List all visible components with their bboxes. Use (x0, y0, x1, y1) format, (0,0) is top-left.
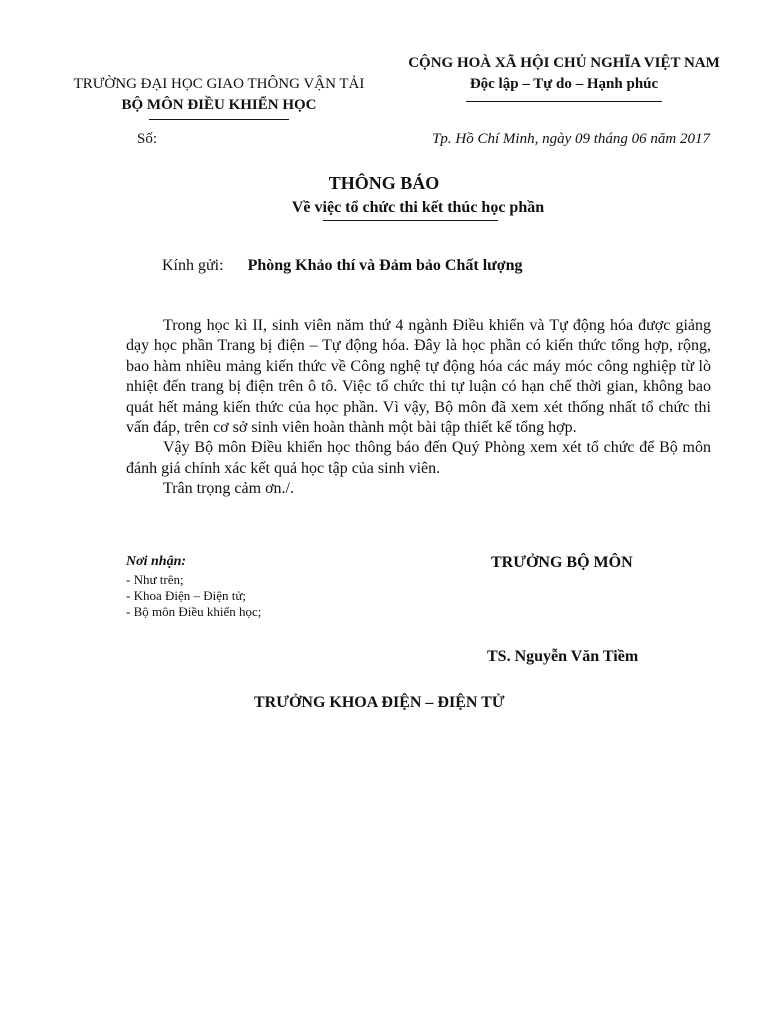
subtitle-underline (323, 220, 498, 221)
recipient-label: Kính gửi: (162, 257, 224, 274)
recipient-line (162, 257, 523, 275)
national-header (396, 53, 732, 102)
document-subtitle: Về việc tổ chức thi kết thúc học phần (291, 199, 545, 216)
distribution-heading: Nơi nhận: (126, 554, 187, 569)
university-name: TRƯỜNG ĐẠI HỌC GIAO THÔNG VẬN TẢI (73, 76, 365, 92)
body-paragraph-1: Trong học kì II, sinh viên năm thứ 4 ngành Điều khiển và Tự động hóa được giảng dạy học phần Trang bị điện – Tự động hóa. Đây là học phần có kiến thức tổng hợp, rộng, bao hàm nhiều mảng kiến thức về Công nghệ tự động hóa các máy móc công nghiệp từ lò nhiệt đến trang bị điện trên ô tô. Việc tổ chức thi tự luận có hạn chế thời gian, không bao quát hết mảng kiến thức của học phần. Vì vậy, Bộ môn đã xem xét thống nhất tổ chức thi vấn đáp, trên cơ sở sinh viên hoàn thành một bài tập thiết kế tổng hợp. (126, 317, 711, 437)
sender-organization (60, 74, 378, 120)
department-underline (149, 119, 289, 120)
document-number-label: Số: (137, 131, 158, 147)
signer-title: TRƯỞNG BỘ MÔN (491, 554, 633, 571)
body-closing: Trân trọng cảm ơn./. (163, 480, 294, 498)
motto-underline (466, 101, 662, 102)
body-paragraph-2: Vậy Bộ môn Điều khiển học thông báo đến Quý Phòng xem xét tổ chức để Bộ môn đánh giá chính xác kết quả học tập của sinh viên. (126, 439, 711, 477)
faculty-head-title: TRƯỞNG KHOA ĐIỆN – ĐIỆN TỬ (254, 694, 505, 711)
distribution-list (126, 554, 261, 620)
document-title: THÔNG BÁO (328, 173, 440, 193)
distribution-item: - Bộ môn Điều khiển học; (126, 604, 262, 619)
signer-name: TS. Nguyễn Văn Tiềm (487, 648, 639, 665)
document-body (126, 316, 711, 500)
country-name: CỘNG HOÀ XÃ HỘI CHỦ NGHĨA VIỆT NAM (408, 55, 720, 71)
distribution-item: - Như trên; (126, 572, 184, 587)
distribution-item: - Khoa Điện – Điện tử; (126, 588, 247, 603)
document-date: Tp. Hồ Chí Minh, ngày 09 tháng 06 năm 2017 (432, 131, 710, 147)
recipient-name: Phòng Khảo thí và Đảm bảo Chất lượng (247, 257, 523, 274)
national-motto: Độc lập – Tự do – Hạnh phúc (469, 76, 659, 92)
department-name: BỘ MÔN ĐIỀU KHIỂN HỌC (121, 97, 317, 113)
